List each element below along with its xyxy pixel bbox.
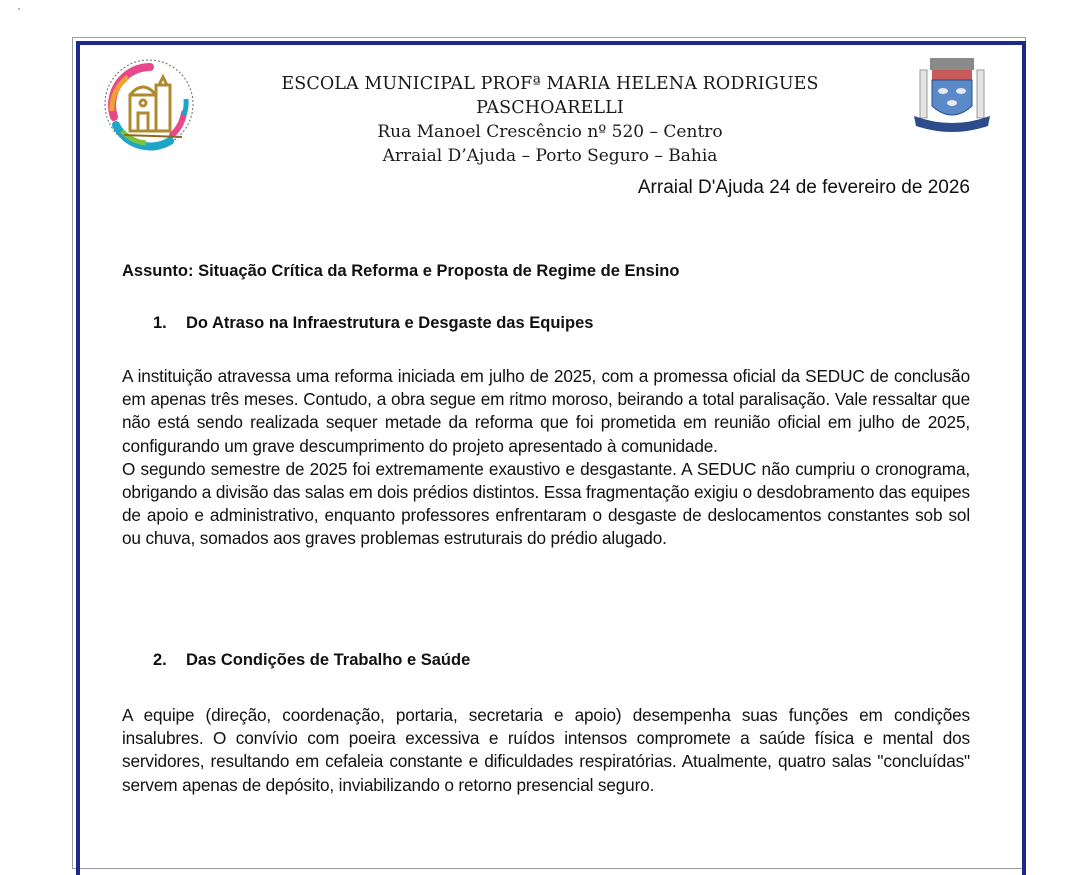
school-logo-icon: [100, 55, 198, 153]
section-title: Das Condições de Trabalho e Saúde: [186, 651, 471, 669]
letter-subject: Assunto: Situação Crítica da Reforma e Proposta de Regime de Ensino: [122, 262, 680, 280]
section-body: [122, 365, 970, 551]
letter-date: Arraial D'Ajuda 24 de fevereiro de 2026: [637, 177, 970, 198]
paragraph: A equipe (direção, coordenação, portaria, secretaria e apoio) desempenha suas funções em condições insalubres. O convívio com poeira excessiva e ruídos intensos compromete a saúde física e mental dos servidores, resultando em cefaleia constante e dificuldades respiratórias. Atualmente, quatro salas "concluídas" servem apenas de depósito, inviabilizando o retorno presencial seguro.: [122, 705, 970, 795]
section-number: 2.: [153, 651, 167, 669]
paragraph: A instituição atravessa uma reforma iniciada em julho de 2025, com a promessa oficial da SEDUC de conclusão em apenas três meses. Contudo, a obra segue em ritmo moroso, beirando a total paralisação. Vale ressaltar que não está sendo realizada sequer metade da reforma que foi prometida em reunião oficial em julho de 2025, configurando um grave descumprimento do projeto apresentado à comunidade.: [122, 366, 970, 456]
section-number: 1.: [153, 314, 167, 332]
section-heading: [153, 314, 593, 333]
letterhead: [215, 72, 885, 168]
school-address: Rua Manoel Crescêncio nº 520 – Centro: [377, 122, 723, 142]
school-name: ESCOLA MUNICIPAL PROFª MARIA HELENA RODRIGUES PASCHOARELLI: [281, 74, 819, 118]
paragraph: O segundo semestre de 2025 foi extremamente exaustivo e desgastante. A SEDUC não cumpriu o cronograma, obrigando a divisão das salas em dois prédios distintos. Essa fragmentação exigiu o desdobramento das equipes de apoio e administrativo, enquanto professores enfrentaram o desgaste de deslocamentos constantes sob sol ou chuva, somados aos graves problemas estruturais do prédio alugado.: [122, 458, 970, 549]
school-city: Arraial D’Ajuda – Porto Seguro – Bahia: [382, 146, 718, 166]
section-title: Do Atraso na Infraestrutura e Desgaste das Equipes: [186, 314, 594, 332]
section-heading: [153, 651, 470, 670]
coat-of-arms-icon: [910, 56, 994, 136]
section-body: [122, 704, 970, 797]
scan-speck: [18, 8, 20, 10]
